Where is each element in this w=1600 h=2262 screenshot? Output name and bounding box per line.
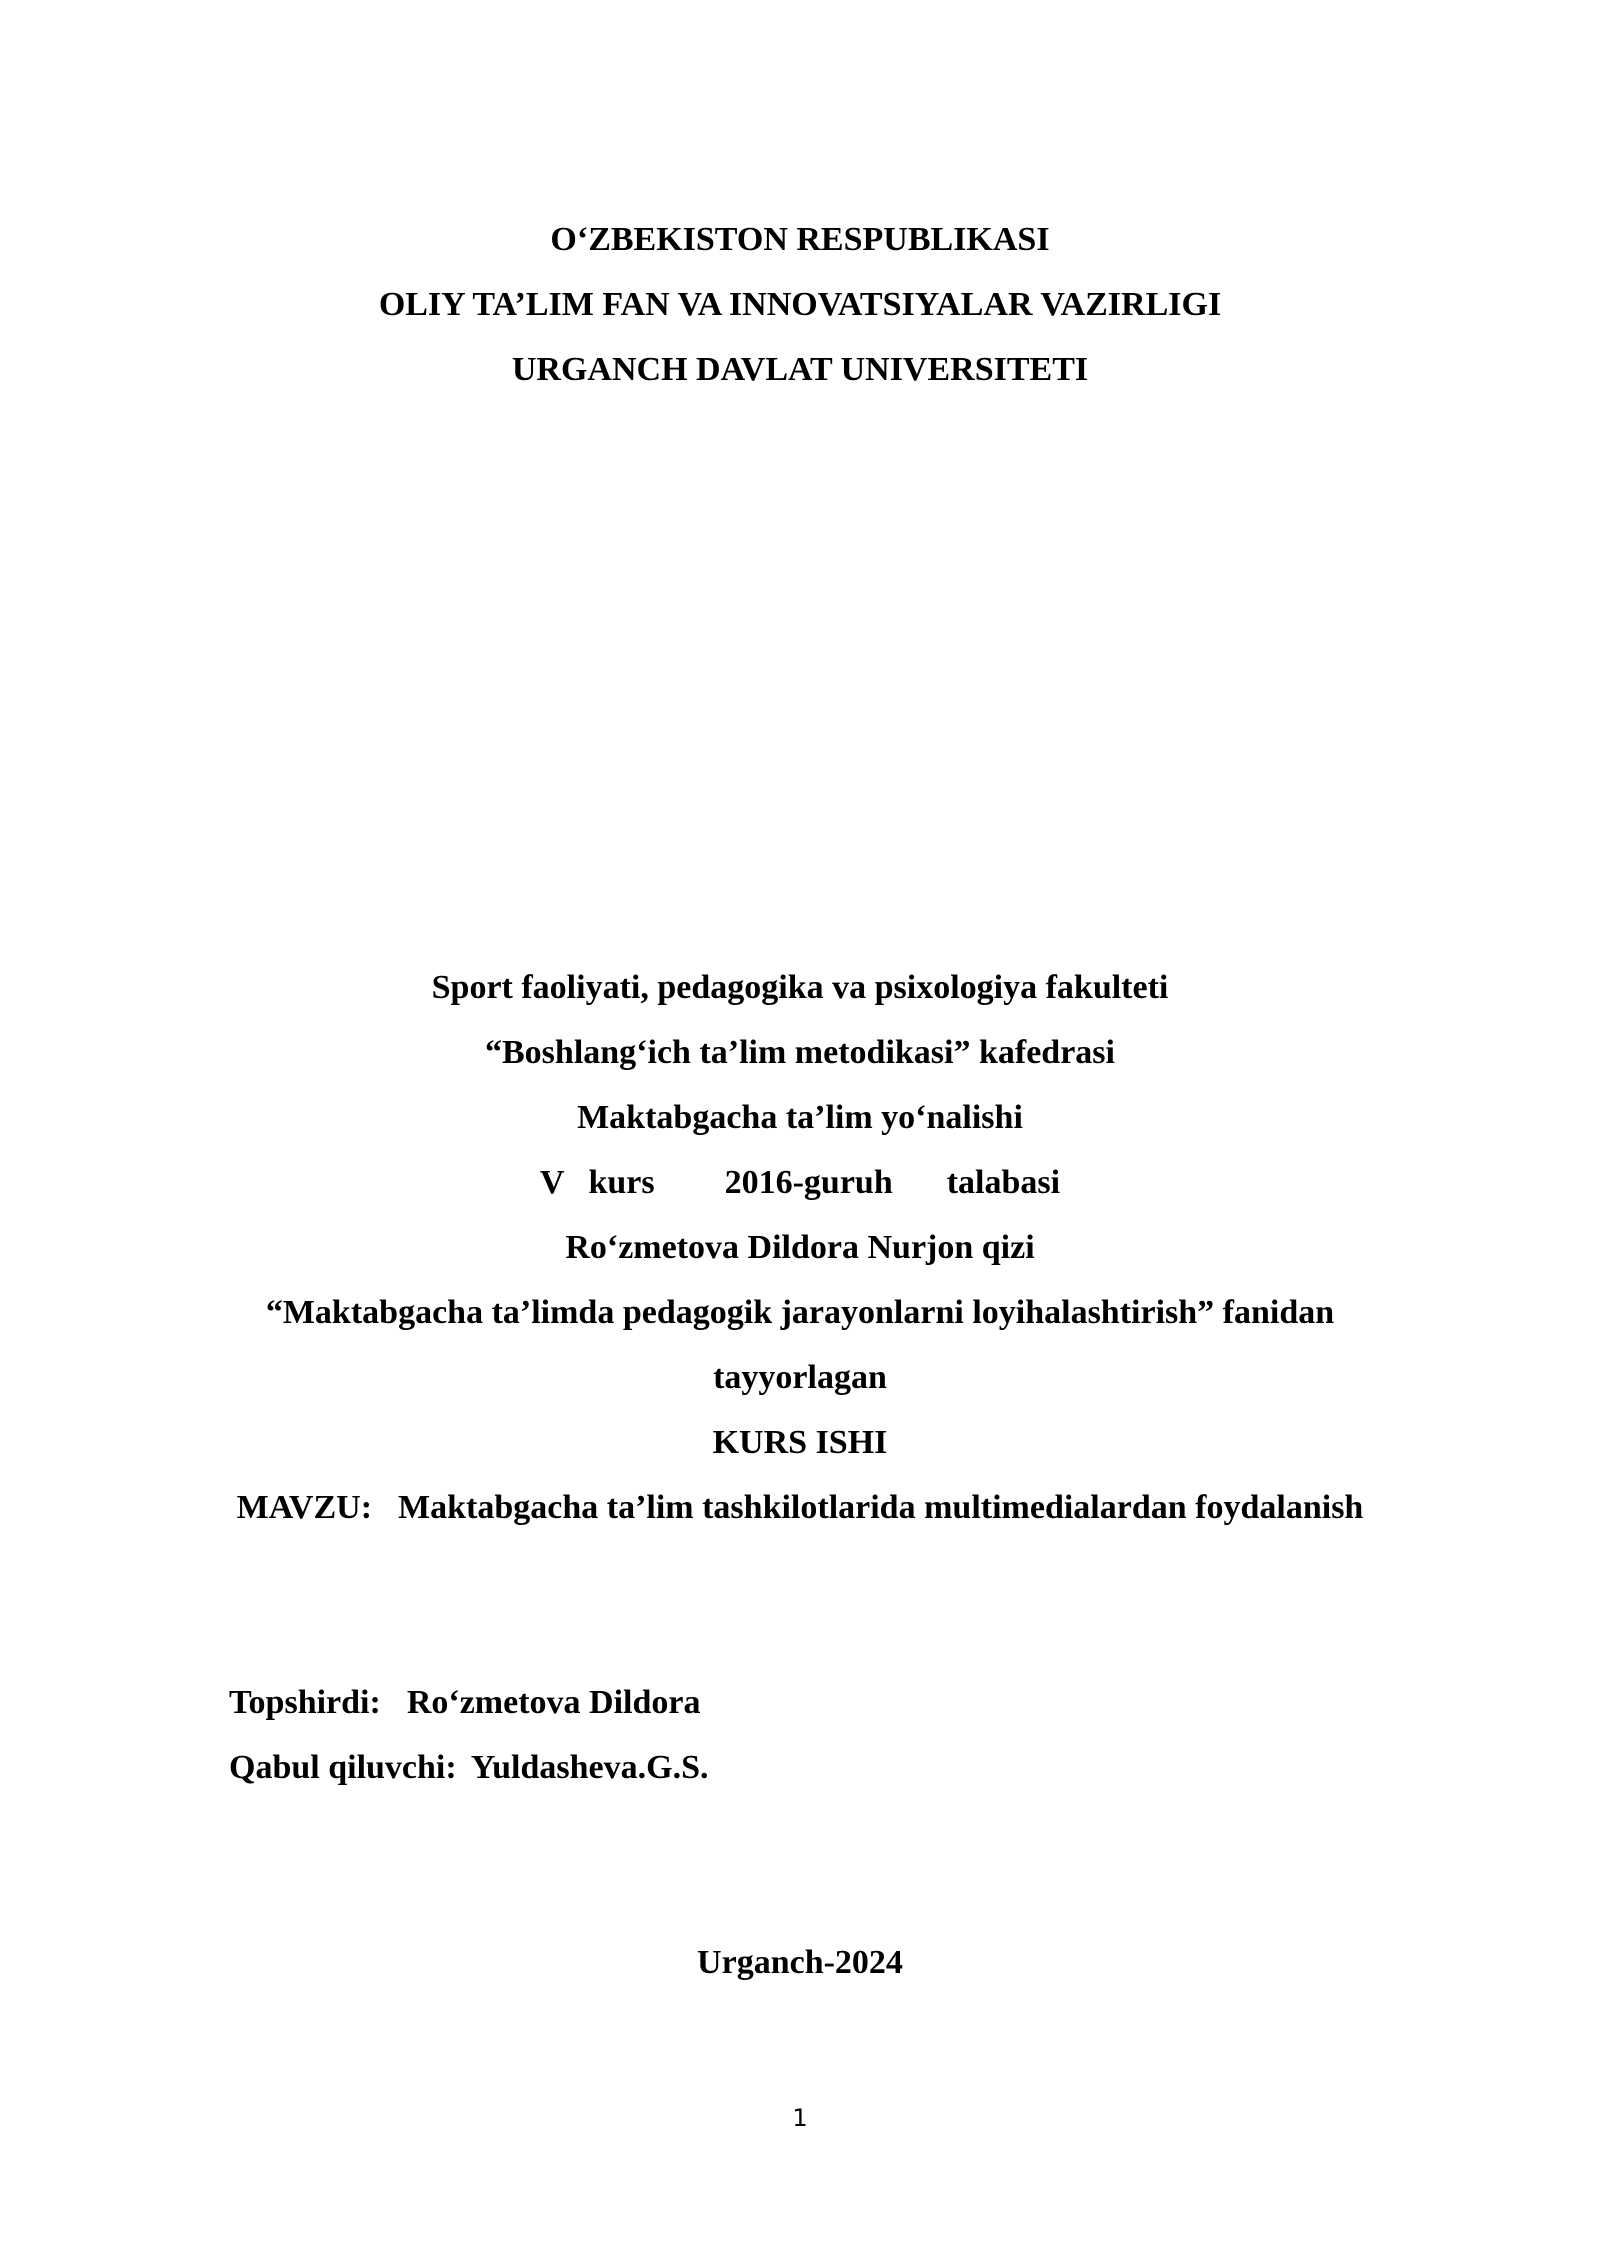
subject-line: “Maktabgacha ta’limda pedagogik jarayonlarni loyihalashtirish” fanidan — [265, 1294, 1335, 1331]
received-label: Qabul qiluvchi: — [229, 1749, 457, 1786]
received-line — [229, 1748, 709, 1788]
course-group-line — [0, 1163, 1600, 1203]
submitted-label: Topshirdi: — [229, 1684, 381, 1721]
prepared-line: tayyorlagan — [713, 1359, 887, 1396]
course-word: kurs — [588, 1164, 655, 1201]
topic-text: Maktabgacha ta’lim tashkilotlarida multimedialardan foydalanish — [398, 1489, 1364, 1526]
page-number: 1 — [792, 2104, 808, 2132]
work-type-title: KURS ISHI — [712, 1424, 888, 1461]
submitted-line — [229, 1683, 700, 1723]
topic-line — [0, 1488, 1600, 1528]
university-title: URGANCH DAVLAT UNIVERSITETI — [511, 351, 1089, 388]
submitted-by: Ro‘zmetova Dildora — [406, 1684, 701, 1721]
topic-label: MAVZU: — [236, 1489, 373, 1526]
faculty-line: Sport faoliyati, pedagogika va psixologiya fakulteti — [431, 969, 1169, 1006]
course-number: V — [539, 1164, 565, 1201]
ministry-title: OLIY TA’LIM FAN VA INNOVATSIYALAR VAZIRLIGI — [378, 286, 1222, 323]
student-name-line: Ro‘zmetova Dildora Nurjon qizi — [565, 1229, 1035, 1266]
department-line: “Boshlang‘ich ta’lim metodikasi” kafedrasi — [485, 1034, 1115, 1071]
student-word: talabasi — [946, 1164, 1061, 1201]
direction-line: Maktabgacha ta’lim yo‘nalishi — [577, 1099, 1023, 1136]
place-year: Urganch-2024 — [697, 1944, 903, 1981]
country-title: O‘ZBEKISTON RESPUBLIKASI — [550, 221, 1050, 258]
group-name: 2016-guruh — [724, 1164, 893, 1201]
received-by: Yuldasheva.G.S. — [470, 1749, 709, 1786]
